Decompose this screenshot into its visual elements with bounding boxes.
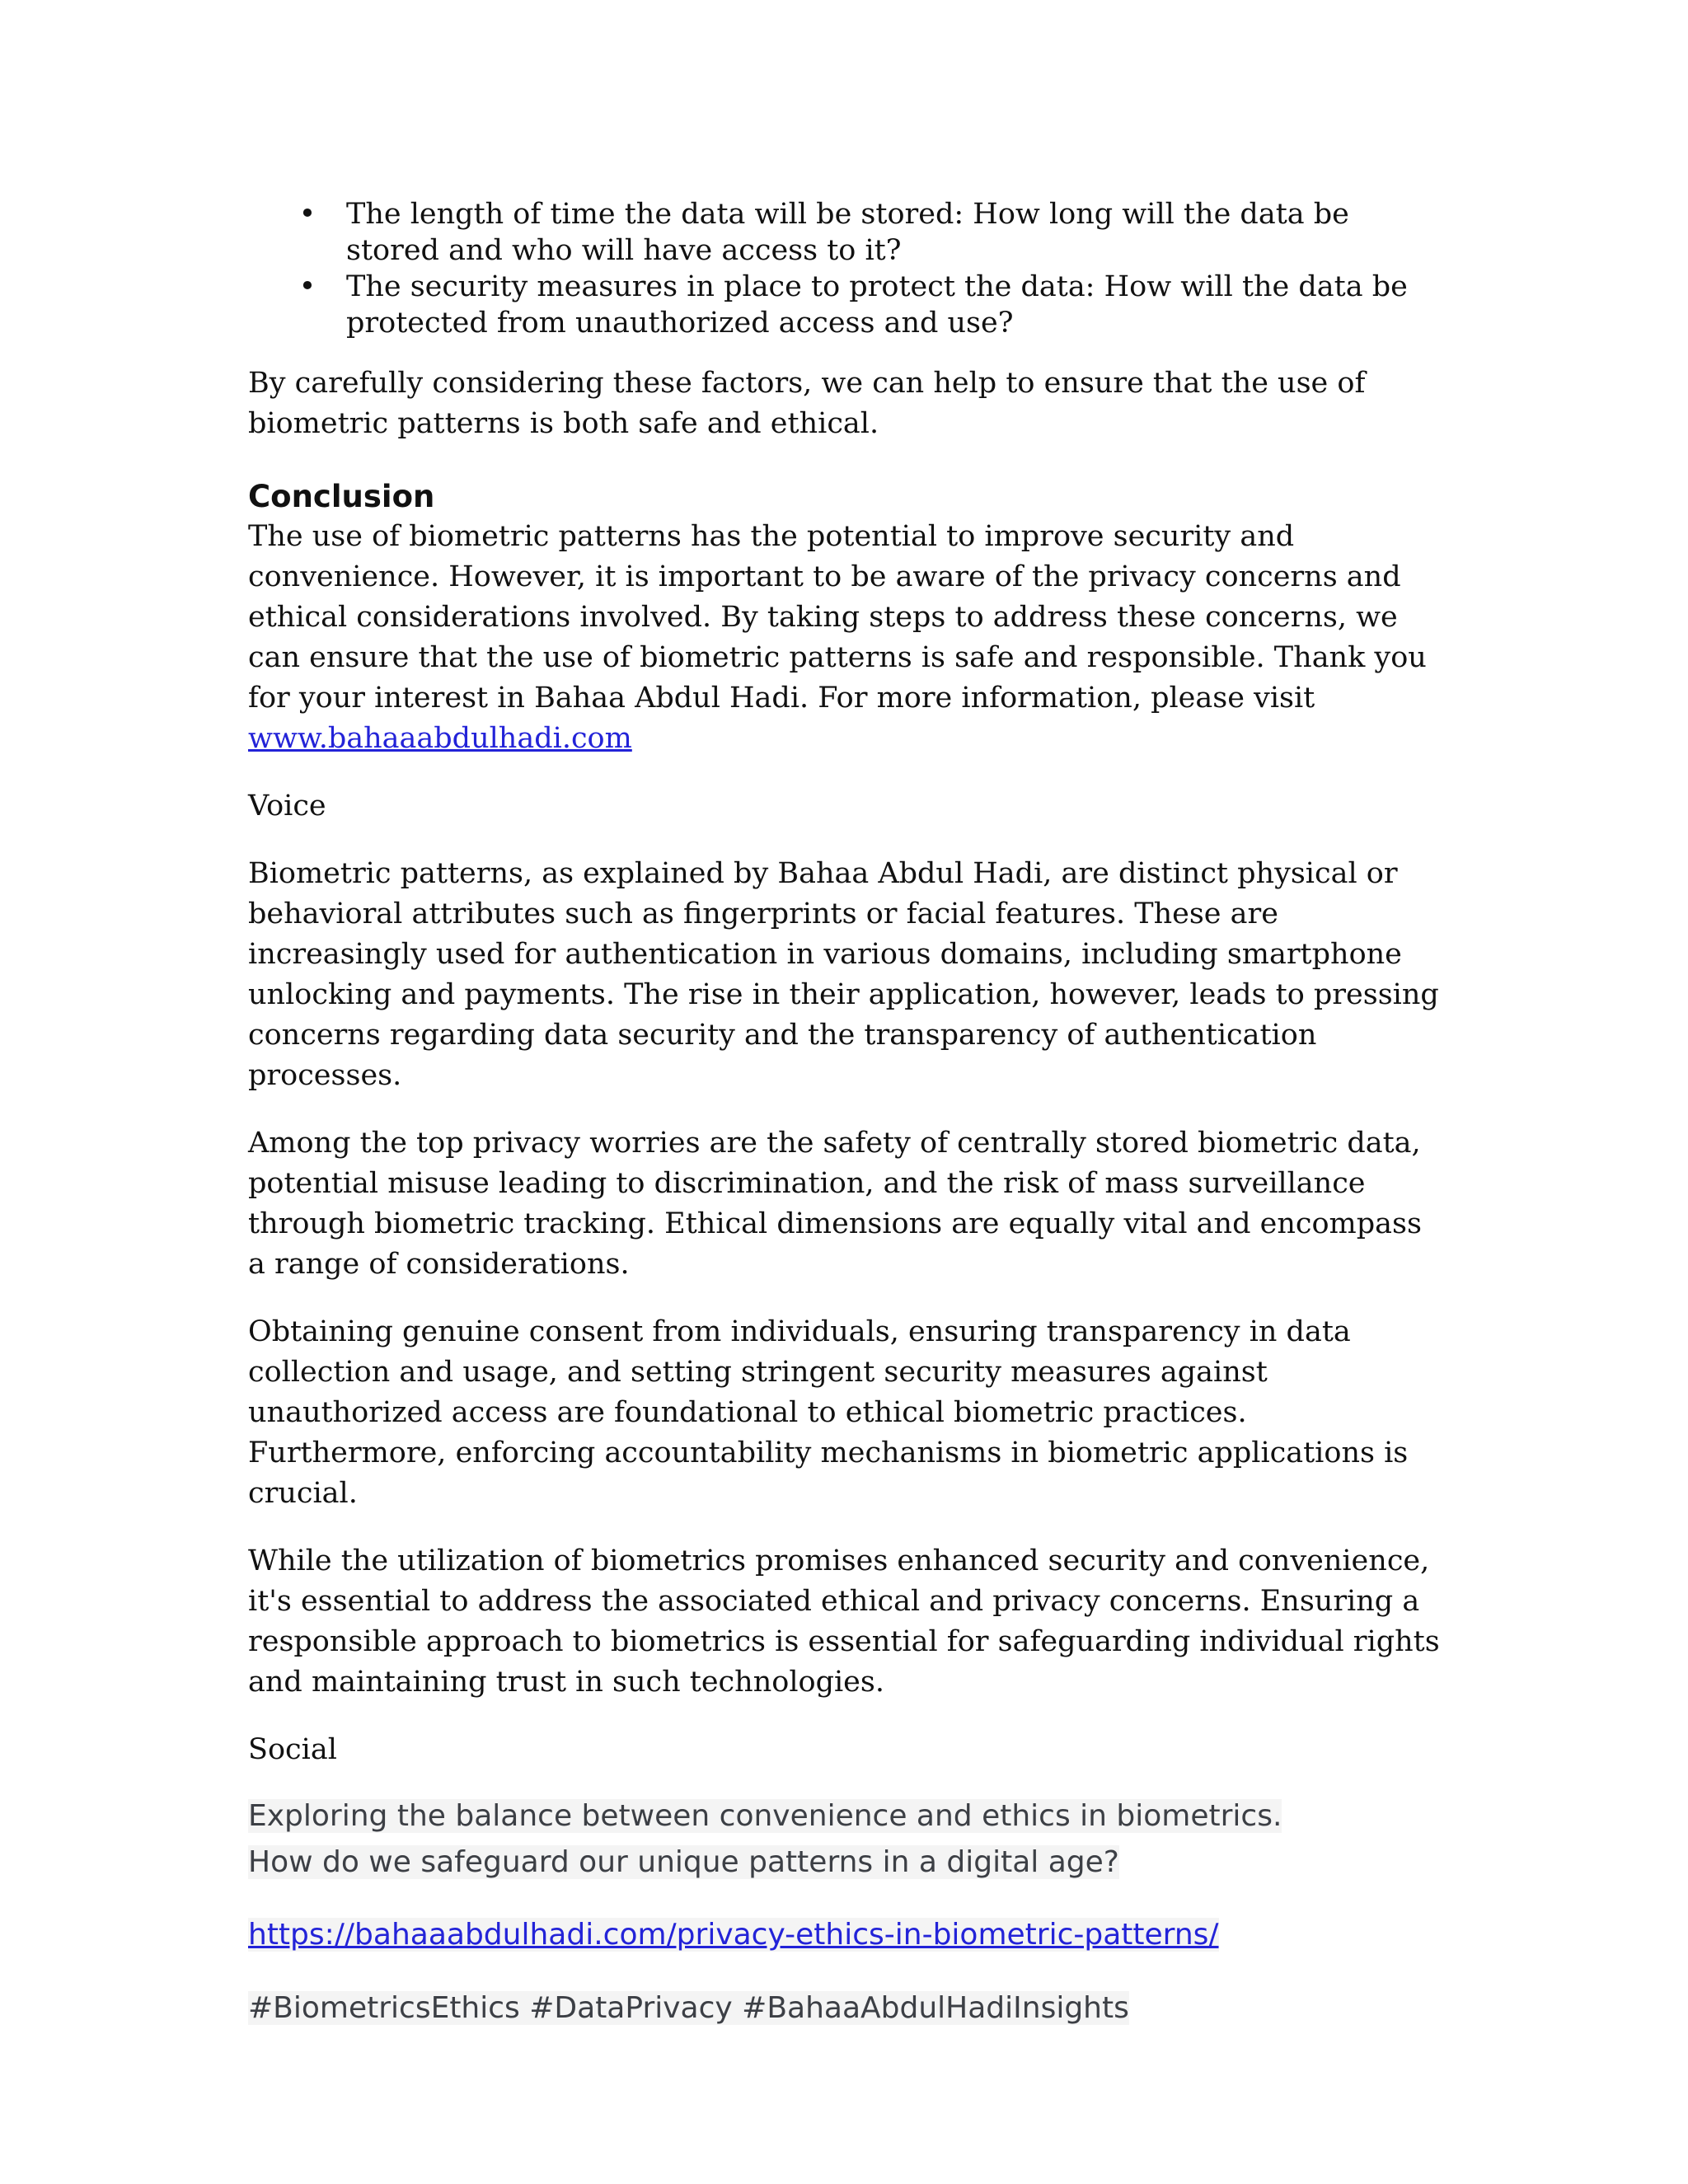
document-body bbox=[248, 196, 1443, 2032]
social-post bbox=[248, 1793, 1344, 1886]
voice-paragraph-1: Biometric patterns, as explained by Bahaa Abdul Hadi, are distinct physical or behavioral attributes such as fingerprints or facial features. These are increasingly used for authentication in various domains, including smartphone unlocking and payments. The rise in their application, however, leads to pressing concerns regarding data security and the transparency of authentication processes. bbox=[248, 857, 1439, 1092]
social-url-link[interactable]: https://bahaaabdulhadi.com/privacy-ethics-in-biometric-patterns/ bbox=[248, 1918, 1219, 1952]
conclusion-paragraph bbox=[248, 517, 1443, 759]
website-link[interactable]: www.bahaaabdulhadi.com bbox=[248, 722, 632, 755]
conclusion-heading: Conclusion bbox=[248, 479, 435, 514]
bullet-icon: • bbox=[298, 198, 316, 231]
social-post-text: Exploring the balance between convenience and ethics in biometrics. How do we safeguard our unique patterns in a digital age? bbox=[248, 1799, 1282, 1879]
voice-paragraph-3: Obtaining genuine consent from individuals, ensuring transparency in data collection and usage, and setting stringent security measures against unauthorized access are foundational to ethical biometric practices. Furthermore, enforcing accountability mechanisms in biometric applications is crucial. bbox=[248, 1315, 1409, 1510]
voice-label: Voice bbox=[248, 790, 326, 823]
voice-paragraph-4: While the utilization of biometrics promises enhanced security and convenience, it's essential to address the associated ethical and privacy concerns. Ensuring a responsible approach to biometrics is essential for safeguarding individual rights and maintaining trust in such technologies. bbox=[248, 1544, 1440, 1699]
intro-paragraph: By carefully considering these factors, we can help to ensure that the use of biometric patterns is both safe and ethical. bbox=[248, 367, 1366, 440]
voice-paragraph-2: Among the top privacy worries are the safety of centrally stored biometric data, potential misuse leading to discrimination, and the risk of mass surveillance through biometric tracking. Ethical dimensions are equally vital and encompass a range of considerations. bbox=[248, 1127, 1422, 1281]
bullet-text: The length of time the data will be stored: How long will the data be stored and who will have access to it? bbox=[346, 198, 1349, 267]
social-url-paragraph bbox=[248, 1912, 1443, 1958]
list-item bbox=[248, 269, 1443, 341]
social-label: Social bbox=[248, 1733, 337, 1766]
bullet-icon: • bbox=[298, 270, 316, 303]
hashtags-paragraph bbox=[248, 1985, 1443, 2032]
conclusion-text: The use of biometric patterns has the potential to improve security and convenience. However, it is important to be aware of the privacy concerns and ethical considerations involved. By taking steps to address these concerns, we can ensure that the use of biometric patterns is safe and responsible. Thank you for your interest in Bahaa Abdul Hadi. For more information, please visit bbox=[248, 520, 1427, 715]
list-item bbox=[248, 196, 1443, 269]
hashtags: #BiometricsEthics #DataPrivacy #BahaaAbdulHadiInsights bbox=[248, 1991, 1129, 2025]
bullet-list bbox=[248, 196, 1443, 341]
bullet-text: The security measures in place to protect the data: How will the data be protected from unauthorized access and use? bbox=[346, 270, 1408, 340]
